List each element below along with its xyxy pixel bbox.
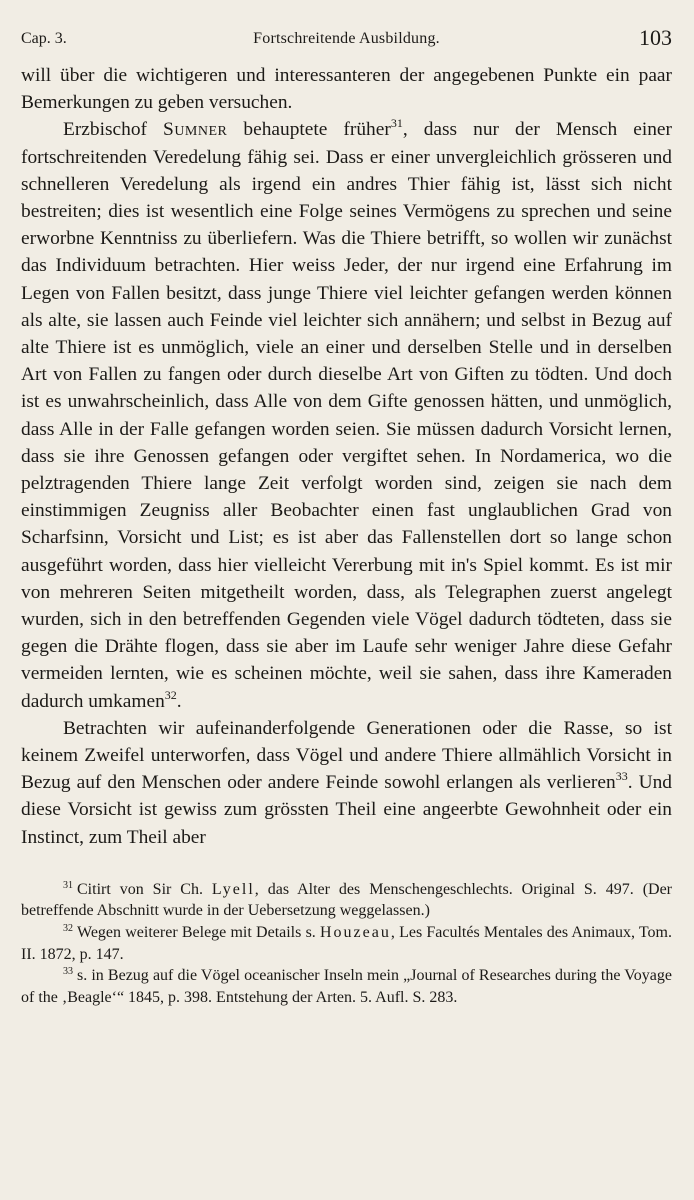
paragraph-3-text-b: . Und diese Vorsicht ist gewiss zum grössten Theil eine angeerbte Gewohnheit oder ein Instinct, zum Theil aber [21,772,672,848]
paragraph-2-text-b: , dass nur der Mensch einer fortschreitenden Veredelung fähig sei. Dass er einer unvergleichlich grösseren und schnelleren Veredelung als irgend ein andres Thier fähig ist, lässt sich nicht bestreiten; dies ist wesentlich eine Folge seines Vermögens zu sprechen und seine erworbne Kenntniss zu überliefern. Was die Thiere betrifft, so wollen wir zunächst das Individuum betrachten. Hier weiss Jeder, der nur irgend eine Erfahrung im Legen von Fallen besitzt, dass junge Thiere viel leichter gefangen werden können als alte, sie lassen auch Feinde viel leichter sich annähern; und selbst in Bezug auf alte Thiere ist es unmöglich, viele an einer und derselben Stelle und in derselben Art von Fallen zu fangen oder durch dieselbe Art von Giften zu tödten. Und doch ist es unwahrscheinlich, dass Alle von dem Gifte genossen hätten, und unmöglich, dass Alle in der Falle gefangen worden seien. Sie müssen dadurch Vorsicht lernen, dass sie ihre Genossen gefangen oder vergiftet sehen. In Nordamerica, wo die pelztragenden Thiere lange Zeit verfolgt worden sind, zeigen sie nach dem einstimmigen Zeugniss aller Beobachter einen fast unglaublichen Grad von Scharfsinn, Vorsicht und List; es ist aber das Fallenstellen dort so lange schon ausgeführt worden, dass hier vielleicht Vererbung mit in's Spiel kommt. Es ist mir von mehreren Seiten mitgetheilt worden, dass, als Telegraphen zuerst angelegt wurden, sich in den betreffenden Gegenden viele Vögel dadurch tödteten, dass sie gegen die Drähte flogen, dass sie aber im Laufe sehr weniger Jahre diese Gefahr vermeiden lernten, wie es scheinen möchte, weil sie sahen, dass ihre Kameraden dadurch umkamen [21,119,673,712]
footnote-text: , das Alter des Menschengeschlechts. Original S. 497. (Der betreffende Abschnitt wurde in der Uebersetzung weggelassen.) [21,880,672,920]
footnote-32 [21,922,672,965]
paragraph-3-text-a: Betrachten wir aufeinanderfolgende Generationen oder die Rasse, so ist keinem Zweifel unterworfen, dass Vögel und andere Thiere allmählich Vorsicht in Bezug auf den Menschen oder andere Feinde sowohl erlangen als verlieren [21,717,672,794]
footnote-text: Wegen weiterer Belege mit Details s. [77,924,320,942]
page-number: 103 [639,25,672,50]
author-name-sumner: Sumner [163,119,228,141]
running-header [21,22,672,62]
footnote-31 [21,879,672,922]
footnote-text: s. in Bezug auf die Vögel oceanischer Inseln mein „Journal of Researches during the Voyage of the ‚Beagle‘“ 1845, p. 398. Entstehung der Arten. 5. Aufl. S. 283. [21,967,672,1006]
author-name-lyell: Lyell [211,880,255,898]
footnotes [21,879,672,1009]
footnote-ref-31: 31 [390,116,403,131]
chapter-label: Cap. 3. [21,30,67,47]
running-title: Fortschreitende Ausbildung. [253,30,440,47]
footnote-number: 32 [63,923,73,935]
footnote-ref-33: 33 [615,769,628,784]
footnote-number: 33 [63,966,73,978]
footnote-text: , Les Facultés Mentales des Animaux, Tom. II. 1872, p. 147. [21,924,672,963]
paragraph-2-end: . [176,690,182,712]
footnote-text: Citirt von Sir Ch. [77,880,212,898]
paragraph-2-text-a: behauptete früher [227,119,391,141]
paragraph-1: will über die wichtigeren und interessanteren der angegebenen Punkte ein paar Bemerkungen zu geben versuchen. [21,65,672,114]
footnote-33 [21,965,672,1008]
paragraph-2-intro: Erzbischof [63,119,164,141]
paragraph-2 [21,116,672,714]
paragraph-3 [21,715,672,851]
footnote-ref-32: 32 [164,687,177,702]
author-name-houzeau: Houzeau [320,924,391,942]
main-text [21,62,672,851]
footnote-number: 31 [63,879,73,891]
